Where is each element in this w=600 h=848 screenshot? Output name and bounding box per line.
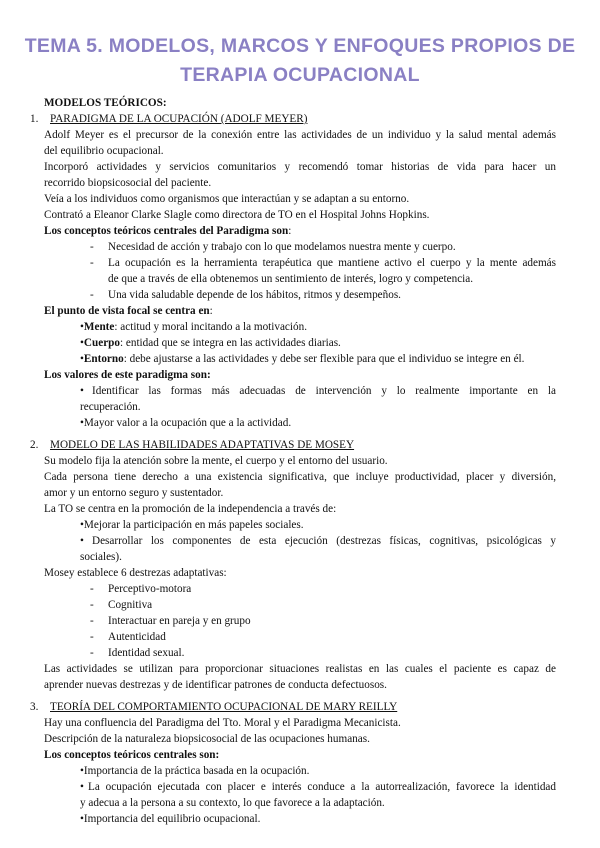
s1-focal-3 — [80, 352, 524, 366]
s1-concepts-label — [44, 224, 291, 238]
s1-para-1-line-1: Adolf Meyer es el precursor de la conexión entre las actividades de un individuo y la salud mental además — [44, 129, 556, 141]
s1-value-1-line-1: Identificar las formas más adecuadas de intervención y lo realmente importante en la — [92, 385, 556, 397]
dash-marker: - — [90, 631, 94, 643]
s1-concept-1: Necesidad de acción y trabajo con lo que modelamos nuestra mente y cuerpo. — [108, 241, 456, 253]
s1-para-4: Contrató a Eleanor Clarke Slagle como directora de TO en el Hospital Johns Hopkins. — [44, 209, 430, 221]
bullet-marker: • — [80, 781, 84, 793]
bullet-marker: • — [80, 519, 84, 531]
bullet-marker: • — [80, 385, 84, 397]
s1-concepts-label-colon: : — [288, 225, 292, 237]
s2-para-2-line-2: amor y un entorno seguro y sustentador. — [44, 487, 224, 499]
s1-para-3: Veía a los individuos como organismos que interactúan y se adaptan a su entorno. — [44, 193, 410, 205]
s2-skill-2: Cognitiva — [108, 599, 153, 611]
s2-skill-4: Autenticidad — [108, 631, 166, 643]
dash-marker: - — [90, 647, 94, 659]
dash-marker: - — [90, 599, 94, 611]
s3-concept-2-line-1: La ocupación ejecutada con placer e interés conduce a la autorrealización, favorece la identidad — [88, 781, 556, 793]
s1-focal-label-colon: : — [209, 305, 213, 317]
dash-marker: - — [90, 241, 94, 253]
s2-bullet-2-line-2: sociales). — [80, 551, 122, 563]
s3-concept-3-text: Importancia del equilibrio ocupacional. — [83, 813, 261, 825]
s1-para-1-line-2: del equilibrio ocupacional. — [44, 145, 164, 157]
s1-focal-1-term: Mente — [83, 321, 115, 333]
s1-concept-2-line-1: La ocupación es la herramienta terapéutica que mantiene activo el cuerpo y la mente además — [108, 257, 556, 269]
bullet-marker: • — [80, 813, 84, 825]
s2-number: 2. — [30, 439, 39, 451]
s3-heading: TEORÍA DEL COMPORTAMIENTO OCUPACIONAL DE MARY REILLY — [50, 701, 398, 713]
s3-concept-3 — [80, 812, 260, 826]
s2-bullet-2-line-1: Desarrollar los componentes de esta ejecución (destrezas físicas, cognitivas, psicológicas y — [92, 535, 556, 547]
s1-values-label: Los valores de este paradigma son: — [44, 369, 211, 381]
bullet-marker: • — [80, 321, 84, 333]
s3-concepts-label: Los conceptos teóricos centrales son: — [44, 749, 220, 761]
s1-focal-3-desc: : debe ajustarse a las actividades y debe ser flexible para que el individuo se integre en él. — [123, 353, 525, 365]
s2-bullet-1 — [80, 518, 304, 532]
s1-focal-2 — [80, 336, 341, 350]
dash-marker: - — [90, 289, 94, 301]
section-heading: MODELOS TEÓRICOS: — [44, 97, 167, 109]
s2-bullet-1-text: Mejorar la participación en más papeles sociales. — [83, 519, 304, 531]
s1-value-2 — [80, 416, 291, 430]
s2-heading: MODELO DE LAS HABILIDADES ADAPTATIVAS DE MOSEY — [50, 439, 355, 451]
s1-focal-1-desc: : actitud y moral incitando a la motivación. — [114, 321, 307, 333]
dash-marker: - — [90, 257, 94, 269]
s1-concepts-label-bold: Los conceptos teóricos centrales del Paradigma son — [44, 225, 289, 237]
s3-concept-2-line-2: y adecua a la persona a su contexto, lo que favorece a la adaptación. — [80, 797, 385, 809]
s2-para-1: Su modelo fija la atención sobre la mente, el cuerpo y el entorno del usuario. — [44, 455, 388, 467]
s1-value-1-line-2: recuperación. — [80, 401, 141, 413]
dash-marker: - — [90, 583, 94, 595]
s1-focal-2-desc: : entidad que se integra en las actividades diarias. — [119, 337, 341, 349]
s1-concept-2-line-2: de que a través de ella obtenemos un sentimiento de interés, logro y competencia. — [108, 273, 474, 285]
dash-marker: - — [90, 615, 94, 627]
s1-concept-3: Una vida saludable depende de los hábitos, ritmos y desempeños. — [108, 289, 401, 301]
s2-para-3: La TO se centra en la promoción de la independencia a través de: — [44, 503, 337, 515]
s3-concept-1 — [80, 764, 309, 778]
s2-para-4: Mosey establece 6 destrezas adaptativas: — [44, 567, 227, 579]
document-title-line-2: TERAPIA OCUPACIONAL — [180, 64, 420, 86]
s2-skill-3: Interactuar en pareja y en grupo — [108, 615, 251, 627]
s2-skill-1: Perceptivo-motora — [108, 583, 192, 595]
s2-para-2-line-1: Cada persona tiene derecho a una existencia significativa, que incluye productividad, placer y diversión, — [44, 471, 556, 483]
s1-heading: PARADIGMA DE LA OCUPACIÓN (ADOLF MEYER) — [50, 113, 308, 125]
s3-number: 3. — [30, 701, 39, 713]
s1-para-2-line-1: Incorporó actividades y servicios comunitarios y recomendó tomar historias de vida para hacer un — [44, 161, 556, 173]
s1-para-2-line-2: recorrido biopsicosocial del paciente. — [44, 177, 212, 189]
s1-focal-3-term: Entorno — [83, 353, 124, 365]
bullet-marker: • — [80, 353, 84, 365]
document-title-line-1: TEMA 5. MODELOS, MARCOS Y ENFOQUES PROPIOS DE — [24, 35, 576, 57]
s2-para-5-line-2: aprender nuevas destrezas y de identificar patrones de conducta defectuosos. — [44, 679, 387, 691]
bullet-marker: • — [80, 535, 84, 547]
s1-focal-2-term: Cuerpo — [83, 337, 120, 349]
s2-skill-5: Identidad sexual. — [108, 647, 185, 659]
s1-focal-1 — [80, 320, 307, 334]
s2-para-5-line-1: Las actividades se utilizan para proporcionar situaciones realistas en las cuales el paciente es capaz de — [44, 663, 556, 675]
s1-number: 1. — [30, 113, 39, 125]
s3-concept-1-text: Importancia de la práctica basada en la ocupación. — [83, 765, 310, 777]
s3-para-1: Hay una confluencia del Paradigma del Tto. Moral y el Paradigma Mecanicista. — [44, 717, 401, 729]
s1-value-2-text: Mayor valor a la ocupación que a la actividad. — [83, 417, 292, 429]
bullet-marker: • — [80, 337, 84, 349]
bullet-marker: • — [80, 765, 84, 777]
s3-para-2: Descripción de la naturaleza biopsicosocial de las ocupaciones humanas. — [44, 733, 370, 745]
bullet-marker: • — [80, 417, 84, 429]
s1-focal-label-bold: El punto de vista focal se centra en — [44, 305, 210, 317]
s1-focal-label — [44, 304, 213, 318]
